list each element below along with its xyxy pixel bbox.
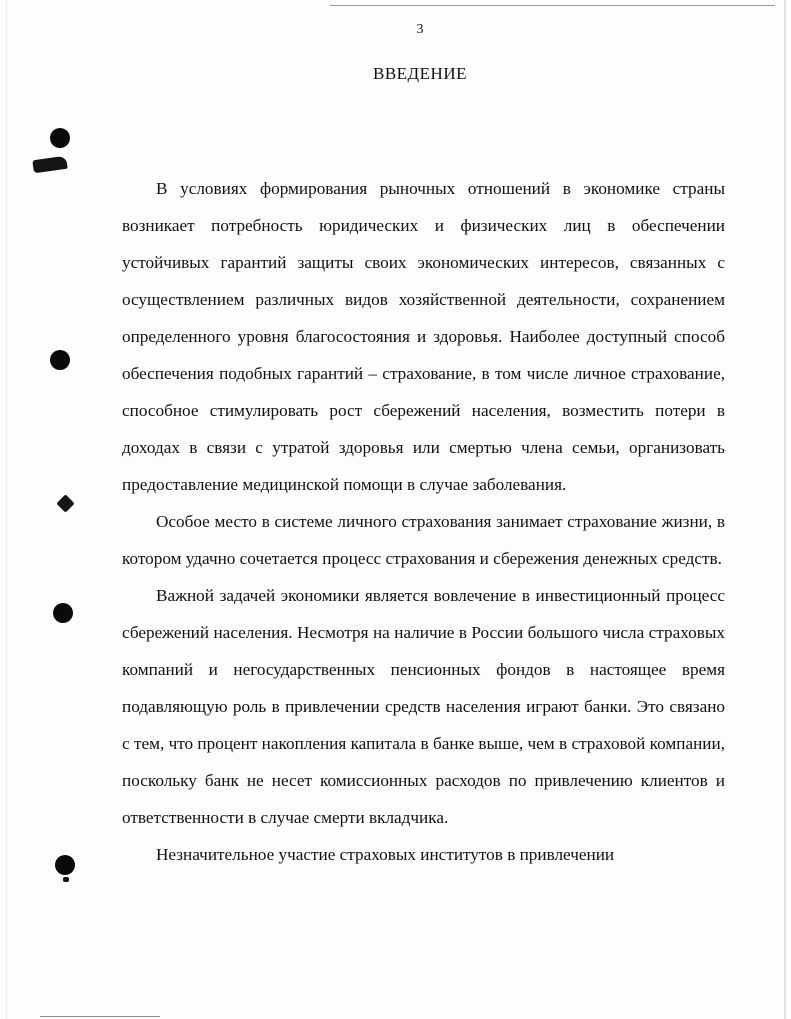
- scan-artifact-mark: [63, 877, 69, 882]
- paragraph: Важной задачей экономики является вовлечение в инвестиционный процесс сбережений населения. Несмотря на наличие в России большого числа страховых компаний и негосударственных пенсионных фондов в настоящее время подавляющую роль в привлечении средств населения играют банки. Это связано с тем, что процент накопления капитала в банке выше, чем в страховой компании, поскольку банк не несет комиссионных расходов по привлечению клиентов и ответственности в случае смерти вкладчика.: [122, 586, 725, 827]
- paragraph: В условиях формирования рыночных отношений в экономике страны возникает потребность юридических и физических лиц в обеспечении устойчивых гарантий защиты своих экономических интересов, связанных с осуществлением различных видов хозяйственной деятельности, сохранением определенного уровня благосостояния и здоровья. Наиболее доступный способ обеспечения подобных гарантий – страхование, в том числе личное страхование, способное стимулировать рост сбережений населения, возместить потери в доходах в связи с утратой здоровья или смертью члена семьи, организовать предоставление медицинской помощи в случае заболевания.: [122, 179, 725, 494]
- scan-edge-right: [784, 0, 786, 1019]
- paragraph: Незначительное участие страховых институтов в привлечении: [156, 845, 615, 864]
- body-text: [122, 170, 725, 873]
- scan-artifact-mark: [56, 494, 74, 512]
- scan-edge-left: [6, 0, 7, 1019]
- scan-artifact-mark: [32, 156, 67, 174]
- binder-hole: [50, 128, 70, 148]
- scan-edge-top: [330, 5, 775, 6]
- paragraph: Особое место в системе личного страхования занимает страхование жизни, в котором удачно сочетается процесс страхования и сбережения денежных средств.: [122, 512, 725, 568]
- scan-edge-bottom: [40, 1016, 160, 1017]
- page-number: 3: [416, 22, 424, 37]
- page-title: ВВЕДЕНИЕ: [373, 64, 467, 83]
- binder-hole: [53, 603, 73, 623]
- binder-hole: [50, 350, 70, 370]
- binder-hole: [55, 855, 75, 875]
